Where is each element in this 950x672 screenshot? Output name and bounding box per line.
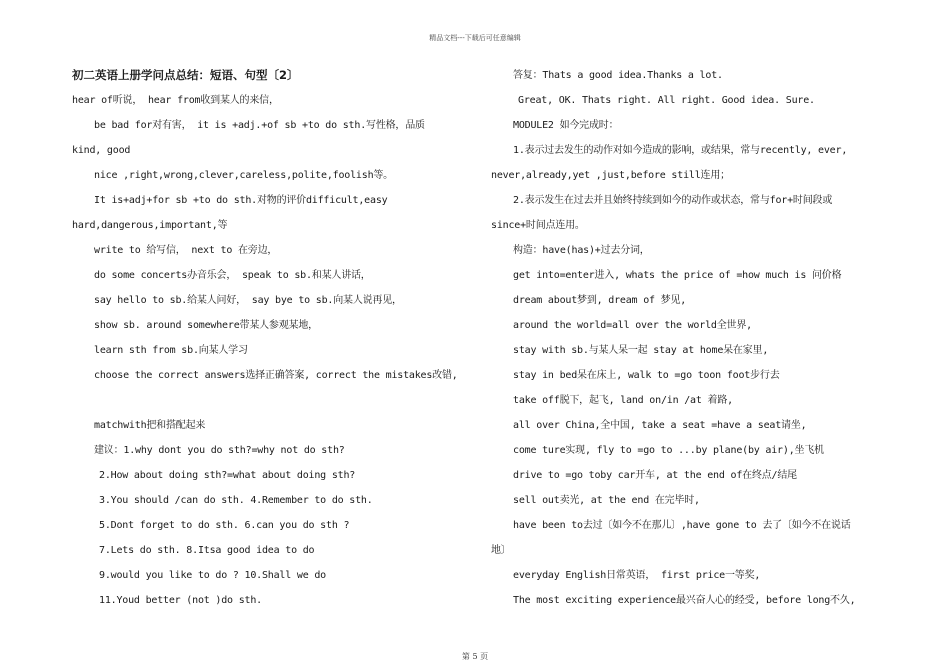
text-line: learn sth from sb.向某人学习 (94, 345, 248, 356)
text-line: get into=enter进入, whats the price of =how much is 问价格 (513, 270, 842, 281)
text-line: 答复：Thats a good idea.Thanks a lot. (513, 70, 723, 81)
text-line: 地〕 (491, 545, 511, 556)
text-line: 3.You should /can do sth. 4.Remember to do sth. (99, 495, 373, 506)
text-line: The most exciting experience最兴奋人心的经受, before long不久, (513, 595, 856, 606)
text-line: do some concerts办音乐会， speak to sb.和某人讲话， (94, 270, 371, 281)
text-line: stay with sb.与某人呆一起 stay at home呆在家里, (513, 345, 769, 356)
text-line: take off脱下，起飞, land on/in /at 着路, (513, 395, 733, 406)
text-line: say hello to sb.给某人问好， say bye to sb.向某人说再见， (94, 295, 402, 306)
text-line: hard,dangerous,important,等 (72, 220, 228, 231)
text-line: 1.表示过去发生的动作对如今造成的影响，或结果，常与recently, ever, (513, 145, 848, 156)
text-line: all over China,全中国, take a seat =have a seat请坐, (513, 420, 807, 431)
text-line (72, 392, 466, 417)
text-line: drive to =go toby car开车, at the end of在终点/结尾 (513, 470, 797, 481)
text-line: choose the correct answers选择正确答案, correct the mistakes改错, (94, 370, 458, 381)
text-line: around the world=all over the world全世界, (513, 320, 752, 331)
text-line: 建议：1.why dont you do sth?=why not do sth? (94, 445, 345, 456)
text-line: never,already,yet ,just,before still连用； (491, 170, 730, 181)
page-number: 第 5 页 (461, 652, 489, 661)
text-line: It is+adj+for sb +to do sth.对物的评价difficult,easy (94, 195, 388, 206)
text-line: show sb. around somewhere带某人参观某地， (94, 320, 318, 331)
text-line: since+时间点连用。 (491, 220, 585, 231)
text-line: sell out卖光, at the end 在完毕时, (513, 495, 700, 506)
text-line: 2.表示发生在过去并且始终持续到如今的动作或状态，常与for+时间段或 (513, 195, 833, 206)
left-column (72, 67, 466, 617)
text-line: dream about梦到, dream of 梦见, (513, 295, 687, 306)
text-line: 构造：have(has)+过去分词， (513, 245, 650, 256)
text-line: 2.How about doing sth?=what about doing sth? (99, 470, 356, 481)
right-column (491, 67, 877, 617)
document-title: 初二英语上册学问点总结：短语、句型〔2〕 (72, 68, 299, 82)
text-line: come ture实现, fly to =go to ...by plane(by air),坐飞机 (513, 445, 824, 456)
text-line: have been to去过〔如今不在那儿〕,have gone to 去了〔如今不在说话 (513, 520, 851, 531)
text-line: everyday English日常英语， first price一等奖, (513, 570, 761, 581)
page-header: 精品文档---下载后可任意编辑 (429, 34, 521, 42)
text-line: hear of听说， hear from收到某人的来信， (72, 95, 279, 106)
text-line: kind, good (72, 145, 131, 156)
text-line: Great, OK. Thats right. All right. Good idea. Sure. (518, 95, 815, 106)
text-line: 11.Youd better (not )do sth. (99, 595, 262, 606)
text-line: write to 给写信， next to 在旁边， (94, 245, 278, 256)
text-line: stay in bed呆在床上, walk to =go toon foot步行去 (513, 370, 780, 381)
text-line: matchwith把和搭配起来 (94, 420, 206, 431)
text-line: be bad for对有害， it is +adj.+of sb +to do sth.写性格，品质 (94, 120, 425, 131)
text-line: nice ,right,wrong,clever,careless,polite,foolish等。 (94, 170, 393, 181)
text-line: 9.would you like to do ? 10.Shall we do (99, 570, 326, 581)
text-line: 7.Lets do sth. 8.Itsa good idea to do (99, 545, 315, 556)
text-line: 5.Dont forget to do sth. 6.can you do sth ? (99, 520, 350, 531)
text-line: MODULE2 如今完成时： (513, 120, 619, 131)
